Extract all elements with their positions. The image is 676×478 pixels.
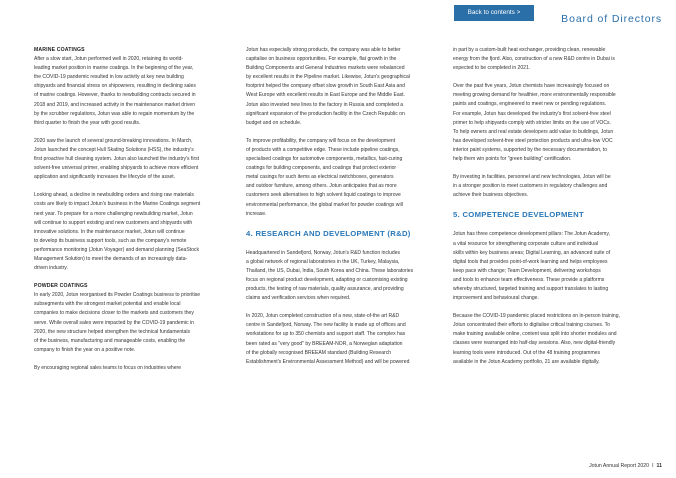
section-title: Board of Directors (561, 13, 662, 25)
paragraph: Jotun has three competence development pillars: The Jotun Academy, a vital resource for strengthening corporate culture and individual skills within key business areas; Digital Learning, an advanced suite of digital tools that provides point-of-work learning and helps employees keep pace with change; Team Development, delivering workshops and tools to enhance team effectiveness. These provide a platforms whereby structured, targeted training and support translates to lasting improvement and behavioural change. (453, 231, 611, 302)
paragraph: To improve profitability, the company will focus on the development of products with a competitive edge. These include pipeline coatings, specialised coatings for automotive components, metallics, fast-curing coatings for building components, and coatings that protect exterior metal casings for such items as electrical switchboxes, generators and outdoor furniture, among others. Jotun anticipates that as more customers seek alternatives to high solvent liquid coatings to improve environmental performance, the global market for powder coatings will increase. (246, 137, 403, 217)
paragraph: in part by a custom-built heat exchanger, providing clean, renewable energy from the fjord. Also, construction of a new R&D centre in Dubai is expected to be completed in 2021. (453, 47, 615, 72)
paragraph: Because the COVID-19 pandemic placed restrictions on in-person training, Jotun concentrated their efforts to digitalise critical training courses. To make training available online, content was split into shorter modules and classes were rearranged into half-day sessions. Also, new digital-friendly learning tools were introduced. Out of the 48 training programmes available in the Jotun Academy portfolio, 21 are available digitally. (453, 313, 620, 365)
page-number: 11 (656, 463, 662, 469)
subheading-marine-coatings: MARINE COATINGS (34, 47, 85, 53)
back-to-contents-button[interactable]: Back to contents > (454, 5, 534, 21)
paragraph: Jotun has especially strong products, the company was able to better capitalise on business opportunities. For example, flat growth in the Building Components and General Industries markets were rebalanced by excellent results in the Pipeline market. Likewise, Jotun's geographical footprint helped the company offset slow growth in South East Asia and West Europe with excellent results in East Europe and the Middle East. Jotun also invested new lines to the factory in Russia and completed a significant expansion of the production facility in the Czech Republic on budget and on schedule. (246, 47, 410, 126)
paragraph: Headquartered in Sandefjord, Norway, Jotun's R&D function includes a global network of regional laboratories in the UK, Turkey, Malaysia, Thailand, the US, Dubai, India, South Korea and China. These laboratories focus on regional product development, adapting or customising existing products, the testing of raw materials, quality assurance, and providing claims and verification services when required. (246, 249, 414, 302)
text-column-1 (34, 46, 236, 382)
paragraph: By investing in facilities, personnel and new technologies, Jotun will be in a stronger position to meet customers in regulatory challenges and achieve their business objectives. (453, 174, 611, 199)
paragraph: Over the past five years, Jotun chemists have increasingly focused on meeting growing demand for healthier, more environmentally responsible paints and coatings, engineered to meet new or pending regulations. For example, Jotun has developed the industry's first solvent-free steel primer to help shipyards comply with stricter limits on the use of VOCs. To help owners and real estate developers add value to buildings, Jotun has developed solvent-free steel protection products and ultra-low VOC interior paint systems, supported by the necessary documentation, to help them win points for "green building" certification. (453, 83, 616, 163)
footer-separator: I (652, 463, 654, 469)
paragraph: By encouraging regional sales teams to focus on industries where (34, 364, 182, 371)
paragraph: After a slow start, Jotun performed well in 2020, retaining its world- leading market position in marine coatings. In the beginning of the year, the COVID-19 pandemic resulted in low activity at key new building shipyards and financial stress on shipowners, resulting in declining sales of marine coatings. However, thanks to newbuilding contracts secured in 2018 and 2019, and increased activity in the maintenance market driven by the scrubber regulations, Jotun was able to regain momentum by the third quarter to finish the year with good results. (34, 56, 196, 126)
text-column-2 (246, 46, 448, 376)
report-title: Jotun Annual Report 2020 (589, 463, 650, 469)
heading-competence-development: 5. COMPETENCE DEVELOPMENT (453, 210, 584, 220)
paragraph: In 2020, Jotun completed construction of a new, state-of-the art R&D centre in Sandefjord, Norway. The new facility is made up of offices and workstations for up to 350 chemists and support staff. The complex has been rated as "very good" by BREEAM-NOR, a Norwegian adaptation of the globally recognised BREEAM standard (Building Research Establishment's Environmental Assessment Method) and will be powered (246, 313, 410, 365)
subheading-powder-coatings: POWDER COATINGS (34, 283, 88, 290)
page-footer (589, 463, 662, 469)
text-column-3 (453, 46, 655, 376)
paragraph: Looking ahead, a decline in newbuilding orders and rising raw materials costs are likely to impact Jotun's business in the Marine Coatings segment next year. To prepare for a more challenging newbuilding market, Jotun will continue to support existing and new customers and shipyards with innovative solutions. In the maintenance market, Jotun will continue to develop its business support tools, such as the company's remote performance monitoring (Jotun Voyager) and demand planning (SeaStock Management Solution) to meet the demands of an increasingly data- driven industry. (34, 192, 201, 272)
paragraph: In early 2020, Jotun reorganised its Powder Coatings business to prioritise subsegments with the strongest market potential and enable local companies to make decisions closer to the markets and customers they serve. While overall sales were impacted by the COVID-19 pandemic in 2020, the new structure helped strengthen the technical fundamentals of the business, manufacturing and manageable costs, enabling the company to finish the year on a positive note. (34, 292, 201, 353)
paragraph: 2020 saw the launch of several ground-breaking innovations. In March, Jotun launched the concept Hull Skating Solutions (HSS), the industry's first proactive hull cleaning system. Jotun also launched the industry's first solvent-free universal primer, enabling shipyards to achieve more efficient application and significantly increases the lifecycle of the asset. (34, 137, 200, 181)
heading-research-and-development: 4. RESEARCH AND DEVELOPMENT (R&D) (246, 228, 411, 238)
